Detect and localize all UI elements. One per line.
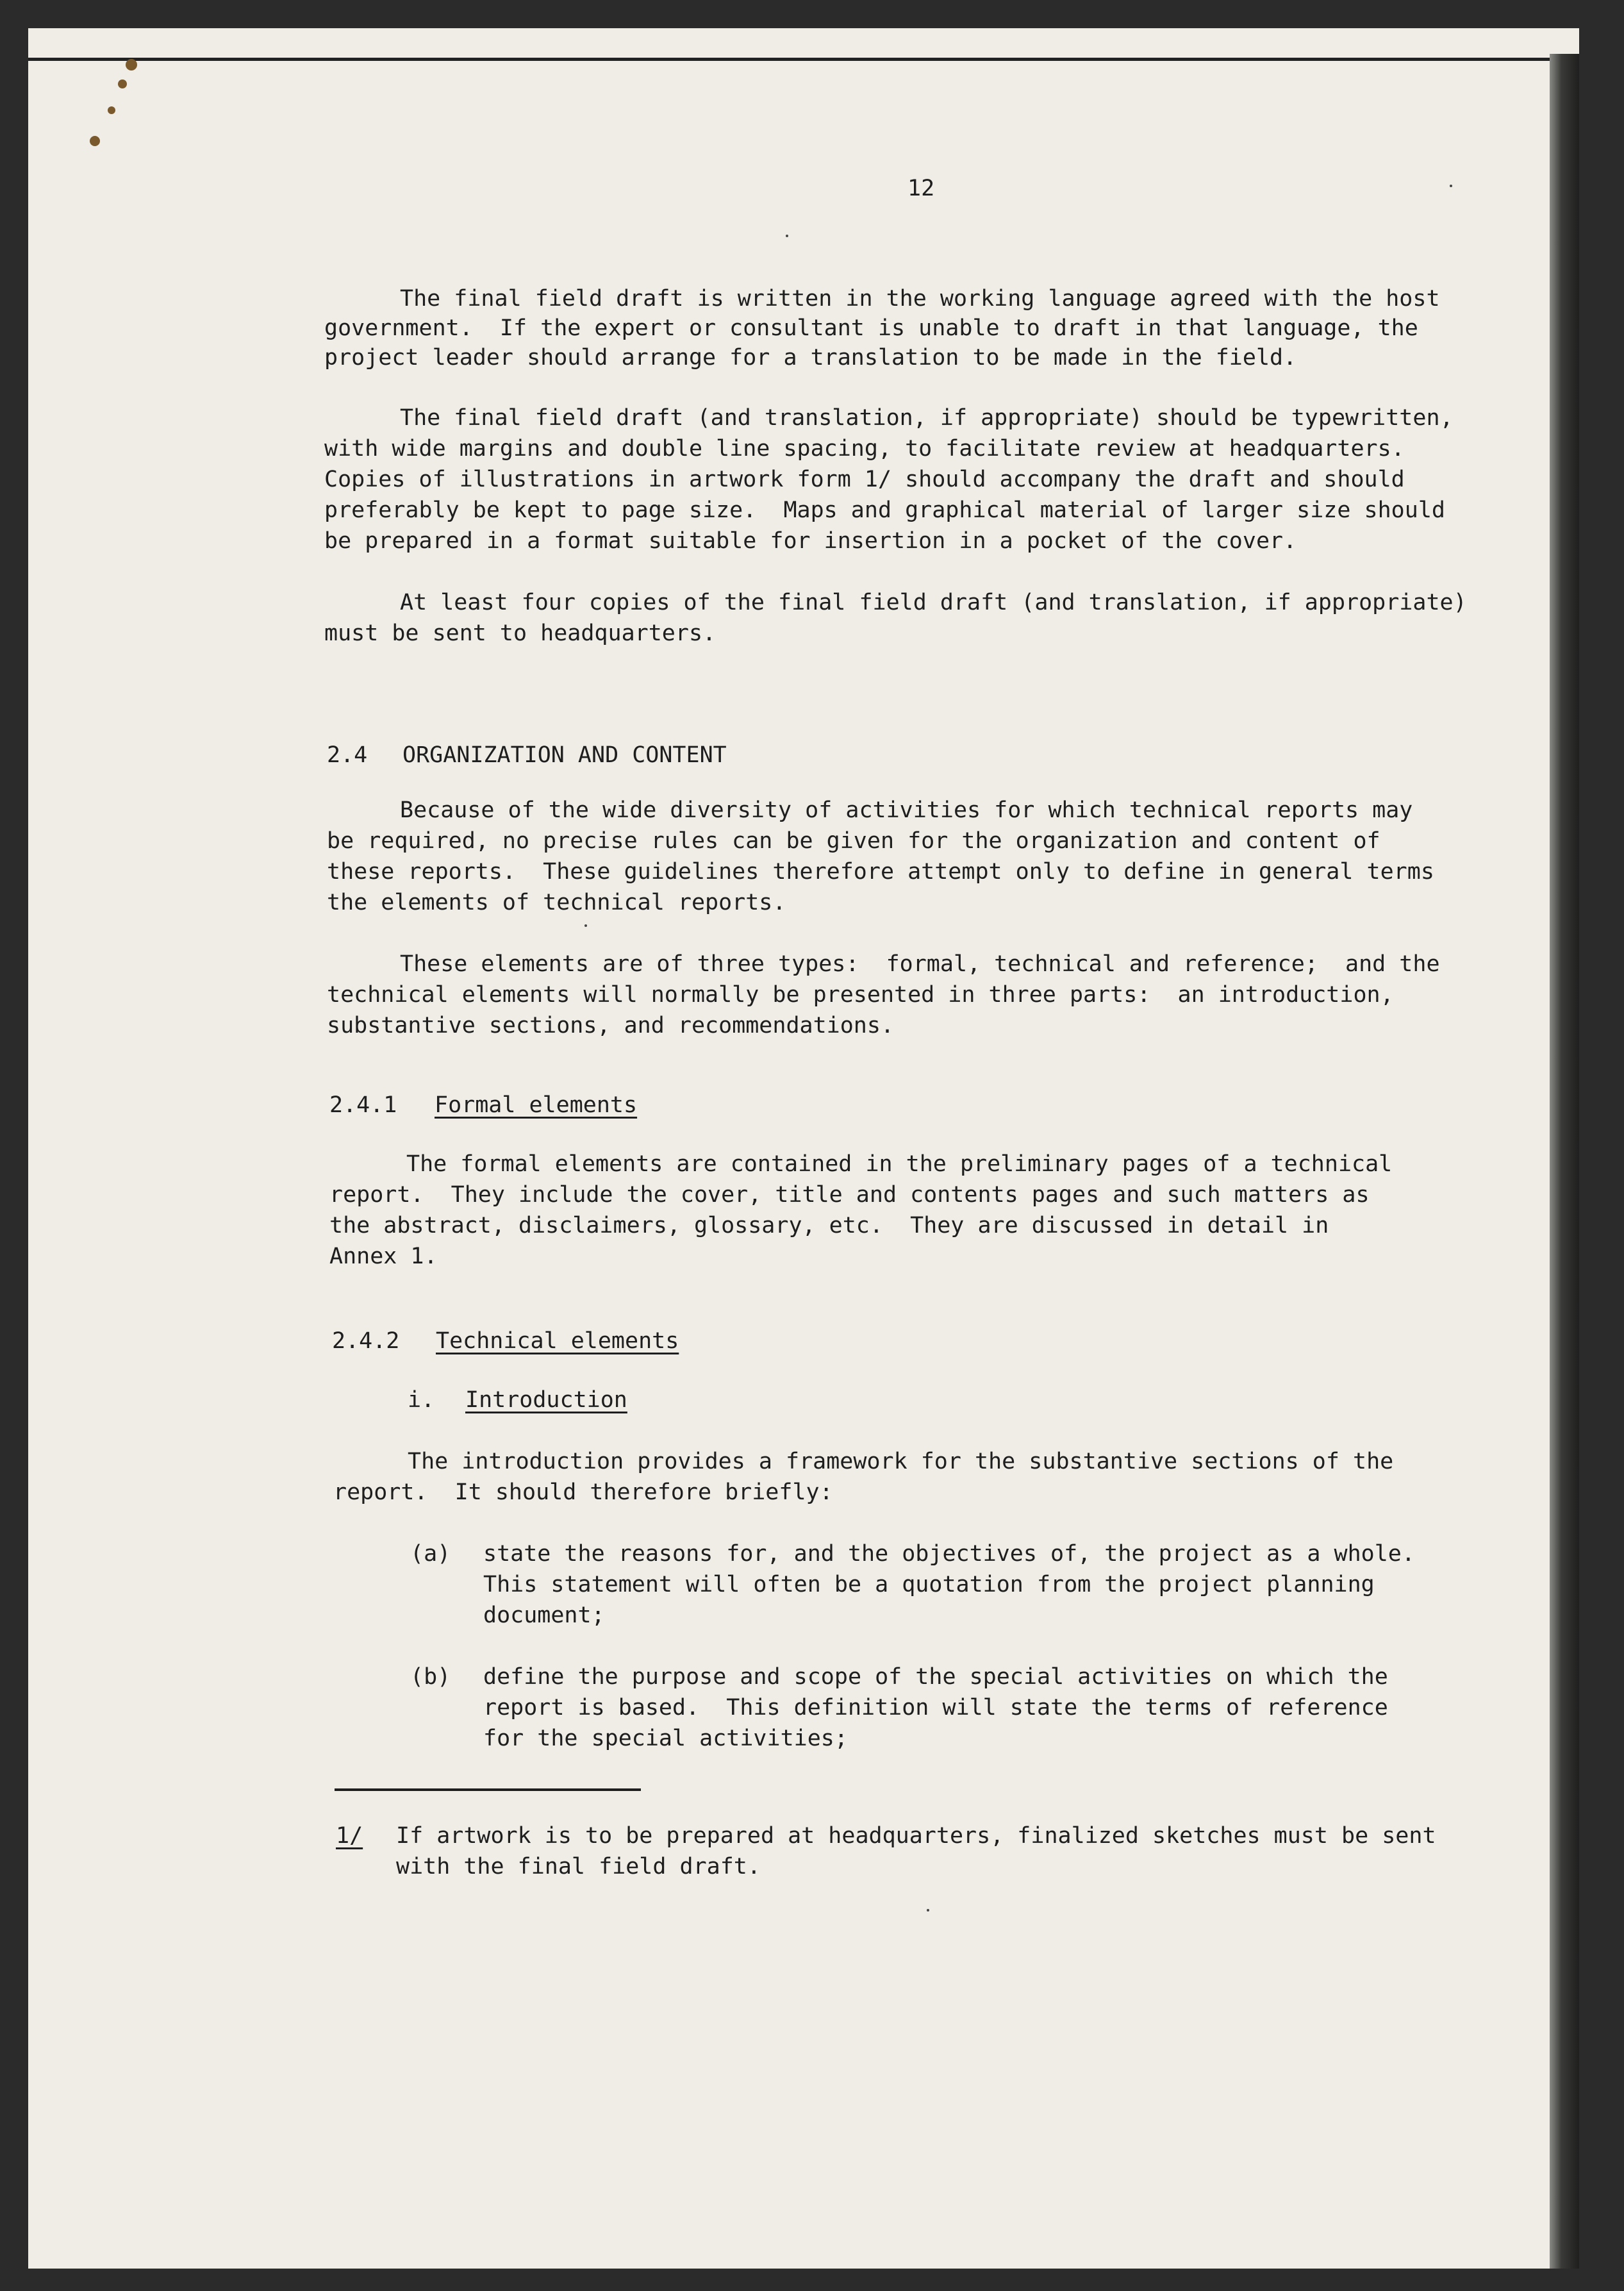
paragraph-line: report. They include the cover, title and contents pages and such matters as xyxy=(329,1182,1370,1208)
section-title: ORGANIZATION AND CONTENT xyxy=(402,742,727,768)
stain-mark xyxy=(90,136,100,146)
paragraph-line: The final field draft is written in the working language agreed with the host xyxy=(400,286,1440,312)
paragraph-line: the elements of technical reports. xyxy=(327,890,786,915)
list-item-line: state the reasons for, and the objectives of, the project as a whole. xyxy=(483,1541,1415,1567)
paragraph-line: substantive sections, and recommendations. xyxy=(327,1013,895,1038)
paragraph-line: These elements are of three types: formal, technical and reference; and the xyxy=(400,951,1440,977)
paragraph-line: The final field draft (and translation, if appropriate) should be typewritten, xyxy=(400,405,1454,431)
list-item-line: report is based. This definition will state the terms of reference xyxy=(483,1695,1388,1720)
paragraph-line: Copies of illustrations in artwork form 1/ should accompany the draft and should xyxy=(324,467,1405,492)
section-number: 2.4 xyxy=(327,742,368,768)
paragraph-line: The formal elements are contained in the preliminary pages of a technical xyxy=(406,1151,1393,1177)
section-number: 2.4.2 xyxy=(332,1328,400,1354)
paragraph-line: be prepared in a format suitable for insertion in a pocket of the cover. xyxy=(324,528,1297,554)
paragraph-line: technical elements will normally be presented in three parts: an introduction, xyxy=(327,982,1394,1008)
stain-mark xyxy=(126,59,137,71)
paragraph-line: report. It should therefore briefly: xyxy=(333,1479,833,1505)
footnote-rule xyxy=(335,1788,641,1791)
paragraph-line: The introduction provides a framework for the substantive sections of the xyxy=(408,1449,1394,1474)
subsection-number: i. xyxy=(408,1387,435,1413)
footnote-marker: 1/ xyxy=(336,1823,363,1849)
footnote-line: with the final field draft. xyxy=(396,1854,761,1879)
stain-mark xyxy=(108,106,115,114)
speck xyxy=(927,1909,929,1912)
section-title: Formal elements xyxy=(435,1092,638,1118)
speck xyxy=(786,235,788,237)
paragraph-line: be required, no precise rules can be given for the organization and content of xyxy=(327,828,1380,854)
speck xyxy=(1450,185,1452,187)
subsection-title: Introduction xyxy=(465,1387,627,1413)
paragraph-line: preferably be kept to page size. Maps and graphical material of larger size should xyxy=(324,497,1445,523)
speck xyxy=(584,924,587,927)
document-page xyxy=(28,28,1579,2269)
section-number: 2.4.1 xyxy=(329,1092,397,1118)
paragraph-line: Annex 1. xyxy=(329,1244,438,1269)
list-item-line: define the purpose and scope of the special activities on which the xyxy=(483,1664,1388,1690)
paragraph-line: the abstract, disclaimers, glossary, etc. They are discussed in detail in xyxy=(329,1213,1329,1238)
section-title: Technical elements xyxy=(436,1328,679,1354)
list-item-label: (b) xyxy=(410,1664,451,1690)
paragraph-line: these reports. These guidelines therefore attempt only to define in general terms xyxy=(327,859,1434,885)
paragraph-line: with wide margins and double line spacing, to facilitate review at headquarters. xyxy=(324,436,1405,462)
paragraph-line: Because of the wide diversity of activities for which technical reports may xyxy=(400,797,1413,823)
paragraph-line: government. If the expert or consultant is unable to draft in that language, the xyxy=(324,315,1418,341)
list-item-label: (a) xyxy=(410,1541,451,1567)
stain-mark xyxy=(118,79,127,88)
list-item-line: This statement will often be a quotation from the project planning xyxy=(483,1572,1375,1597)
list-item-line: for the special activities; xyxy=(483,1726,848,1751)
paragraph-line: must be sent to headquarters. xyxy=(324,621,717,646)
footnote-line: If artwork is to be prepared at headquarters, finalized sketches must be sent xyxy=(396,1823,1436,1849)
page-edge-shadow xyxy=(1550,54,1579,2269)
paragraph-line: project leader should arrange for a translation to be made in the field. xyxy=(324,345,1297,371)
list-item-line: document; xyxy=(483,1603,605,1628)
page-number: 12 xyxy=(907,176,935,201)
top-rule xyxy=(28,58,1579,61)
paragraph-line: At least four copies of the final field draft (and translation, if appropriate) xyxy=(400,590,1467,615)
